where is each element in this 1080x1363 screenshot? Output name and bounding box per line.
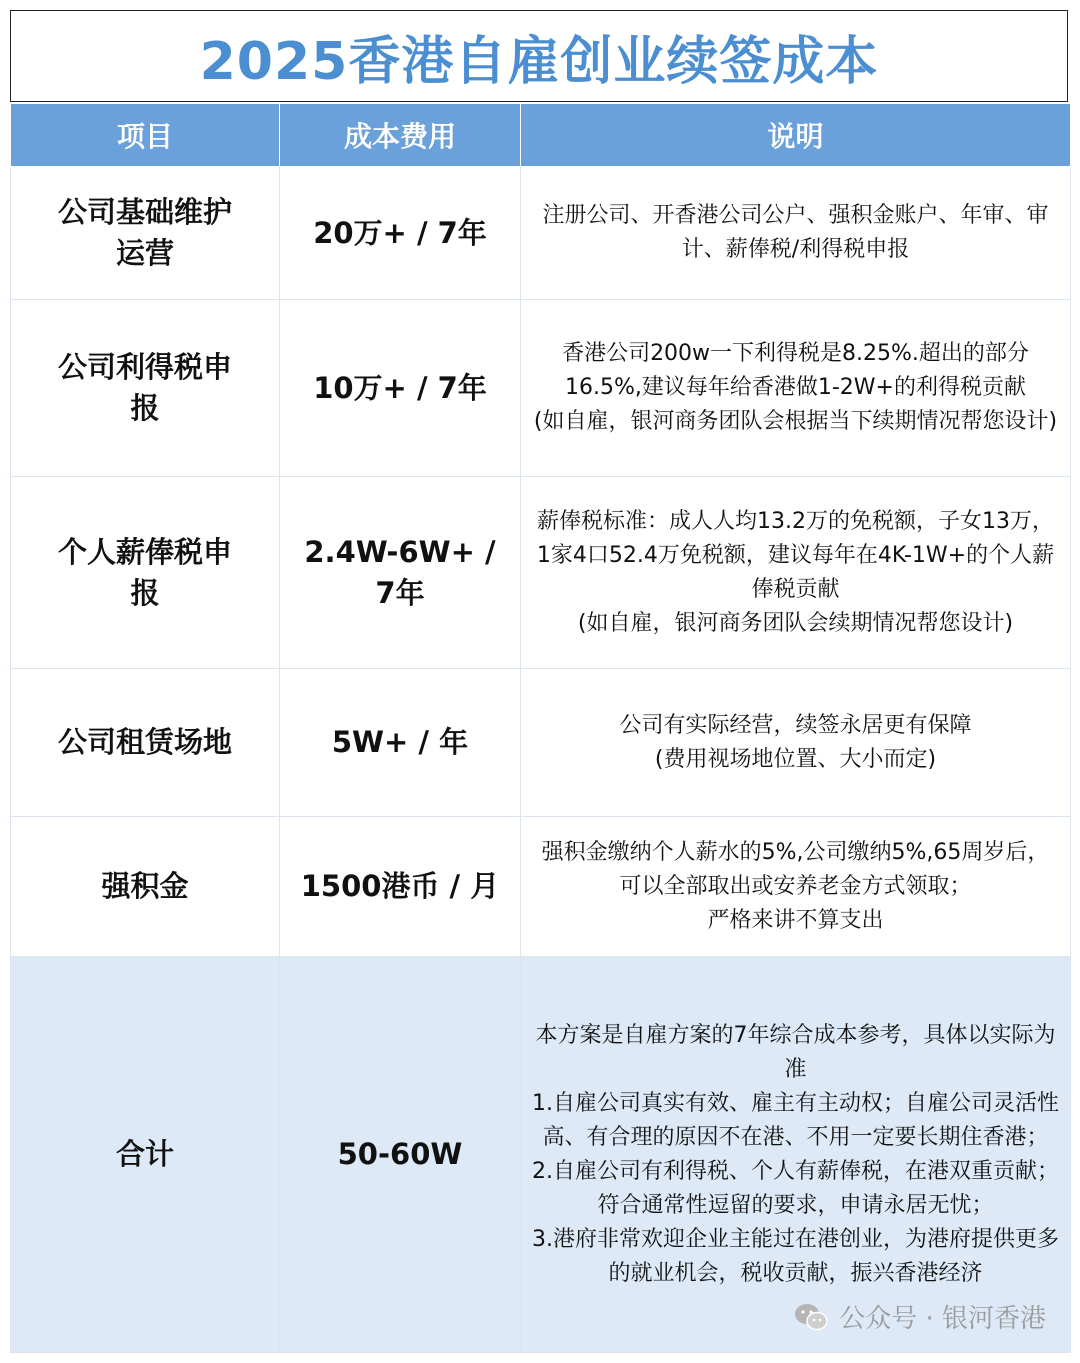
total-desc-text: 本方案是自雇方案的7年综合成本参考，具体以实际为准 1.自雇公司真实有效、雇主有主动权；自雇公司灵活性高、有合理的原因不在港、不用一定要长期住香港； 2.自雇公司有利得税、个人有薪俸税，在港双重贡献；符合通常性逗留的要求，申请永居无忧； 3.港府非常欢迎企业主能过在港创业，为港府提供更多的就业机会，税收贡献，振兴香港经济	[532, 1022, 1059, 1286]
total-desc-cell	[521, 957, 1071, 1353]
table-row	[11, 669, 1071, 817]
desc-text: 注册公司、开香港公司公户、强积金账户、年审、审计、薪俸税/利得税申报	[542, 203, 1049, 262]
item-cell	[11, 669, 280, 817]
fee-value: 20万+ / 7年	[313, 215, 487, 250]
fee-value: 5W+ / 年	[331, 725, 469, 759]
item-label: 个人薪俸税申报	[57, 534, 232, 610]
watermark	[793, 1298, 1046, 1335]
total-row	[11, 957, 1071, 1353]
total-label: 合计	[115, 1137, 174, 1171]
header-item: 项目	[11, 104, 280, 167]
fee-value: 2.4W-6W+ / 7年	[304, 534, 496, 610]
header-desc: 说明	[521, 104, 1071, 167]
total-item-cell	[11, 957, 280, 1353]
table-row	[11, 477, 1071, 669]
fee-value: 10万+ / 7年	[313, 370, 487, 405]
table-row	[11, 300, 1071, 477]
item-label: 公司利得税申报	[57, 350, 232, 425]
item-label: 强积金	[101, 869, 189, 903]
desc-text: 薪俸税标准：成人人均13.2万的免税额，子女13万，1家4口52.4万免税额，建议每年在4K-1W+的个人薪俸税贡献 (如自雇，银河商务团队会续期情况帮您设计)	[536, 508, 1055, 636]
fee-cell	[280, 300, 521, 477]
total-fee-cell	[280, 957, 521, 1353]
fee-cell	[280, 817, 521, 957]
fee-cell	[280, 167, 521, 300]
fee-cell	[280, 669, 521, 817]
desc-cell	[521, 817, 1071, 957]
item-cell	[11, 817, 280, 957]
watermark-text: 公众号 · 银河香港	[839, 1304, 1046, 1334]
item-cell	[11, 167, 280, 300]
fee-value: 1500港币 / 月	[300, 869, 500, 903]
desc-cell	[521, 167, 1071, 300]
item-cell	[11, 300, 280, 477]
fee-cell	[280, 477, 521, 669]
desc-cell	[521, 669, 1071, 817]
desc-text: 强积金缴纳个人薪水的5%,公司缴纳5%,65周岁后，可以全部取出或安养老金方式领取； 严格来讲不算支出	[541, 839, 1050, 933]
item-cell	[11, 477, 280, 669]
wechat-icon	[793, 1302, 829, 1332]
item-label: 公司租赁场地	[57, 725, 232, 759]
total-fee-value: 50-60W	[337, 1137, 463, 1171]
cost-table	[10, 103, 1071, 1353]
title-box	[10, 10, 1068, 102]
item-label: 公司基础维护运营	[57, 195, 232, 270]
table-row	[11, 817, 1071, 957]
desc-cell	[521, 300, 1071, 477]
header-fee: 成本费用	[280, 104, 521, 167]
desc-text: 香港公司200w一下利得税是8.25%.超出的部分16.5%,建议每年给香港做1-2W+的利得税贡献 (如自雇，银河商务团队会根据当下续期情况帮您设计)	[533, 341, 1058, 434]
table-header-row	[11, 104, 1071, 167]
desc-cell	[521, 477, 1071, 669]
table-row	[11, 167, 1071, 300]
page-title: 2025香港自雇创业续签成本	[199, 31, 879, 92]
desc-text: 公司有实际经营，续签永居更有保障 (费用视场地位置、大小而定)	[619, 712, 972, 772]
